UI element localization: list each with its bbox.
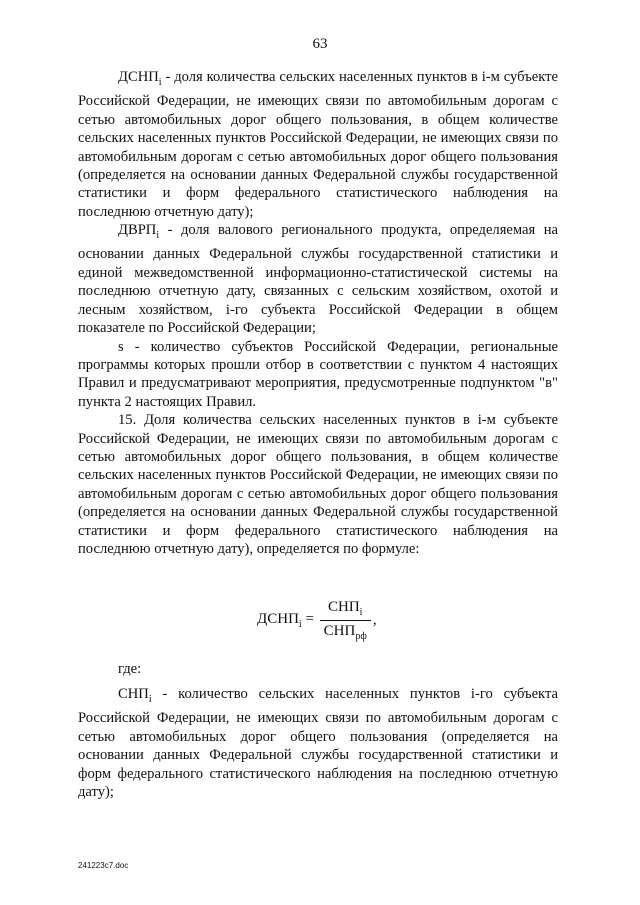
paragraph-text: - количество сельских населенных пунктов i-го субъекта Российской Федерации, не имеющих связи по автомобильным дорогам с сетью автомобильных дорог общего пользования (определяется на основании данных Федеральной службы государственной статистики и форм федерального статистического наблюдения на последнюю отчетную дату); — [78, 686, 558, 800]
formula-comma: , — [372, 612, 377, 628]
defined-term: ДВРП — [118, 222, 157, 239]
paragraph — [78, 685, 558, 801]
paragraph-text: - доля количества сельских населенных пунктов в i-м субъекте Российской Федерации, не имеющих связи по автомобильным дорогам с сетью автомобильных дорог общего пользования, в общем количестве сельских населенных пунктов Российской Федерации, не имеющих связи по автомобильным дорогам с сетью автомобильных дорог общего пользования (определяется на основании данных Федеральной службы государственной статистики и форм федерального статистического наблюдения на последнюю отчетную дату); — [78, 69, 558, 220]
formula-denominator-term: СНП — [323, 623, 356, 639]
term-subscript: i — [158, 76, 162, 88]
body-text-upper — [78, 68, 558, 558]
paragraph-text: 15. Доля количества сельских населенных пунктов в i-м субъекте Российской Федерации, не имеющих связи по автомобильным дорогам с сетью автомобильных дорог общего пользования, в общем количестве сельских населенных пунктов Российской Федерации, не имеющих связи по автомобильным дорогам с сетью автомобильных дорог общего пользования (определяется на основании данных Федеральной службы государственной статистики и форм федерального статистического наблюдения на последнюю отчетную дату), определяется по формуле: — [78, 412, 558, 557]
formula-numerator-subscript: i — [359, 607, 363, 618]
formula-denominator-subscript: рф — [355, 631, 367, 642]
defined-term: СНП — [118, 686, 149, 702]
formula — [257, 599, 377, 642]
page-number: 63 — [312, 36, 328, 52]
where-label: где: — [118, 661, 142, 677]
formula-lhs-subscript: i — [298, 619, 302, 630]
body-text-lower — [78, 685, 558, 801]
term-subscript: i — [156, 230, 160, 242]
defined-term: s — [118, 338, 124, 355]
paragraph — [78, 338, 558, 412]
formula-numerator — [320, 599, 371, 621]
formula-denominator — [320, 621, 371, 642]
formula-equals: = — [305, 611, 314, 627]
formula-numerator-term: СНП — [328, 599, 360, 615]
paragraph-text: - доля валового регионального продукта, определяемая на основании данных Федеральной службы государственной статистики и единой межведомственной информационно-статистической системы на последнюю отчетную дату, связанных с сельским хозяйством, охотой и лесным хозяйством, i-го субъекта Российской Федерации в общем показателе по Российской Федерации; — [78, 222, 558, 337]
paragraph — [78, 68, 558, 221]
formula-fraction — [320, 599, 371, 642]
term-subscript: i — [148, 693, 152, 705]
paragraph — [78, 411, 558, 558]
file-footer: 241223c7.doc — [78, 861, 129, 870]
formula-lhs-term: ДСНП — [257, 611, 299, 627]
formula-lhs — [257, 611, 314, 630]
paragraph — [78, 221, 558, 337]
defined-term: ДСНП — [118, 69, 159, 85]
paragraph-text: - количество субъектов Российской Федерации, региональные программы которых прошли отбор в соответствии с пунктом 4 настоящих Правил и предусматривают мероприятия, предусмотренные подпунктом "в" пункта 2 настоящих Правил. — [78, 338, 558, 410]
